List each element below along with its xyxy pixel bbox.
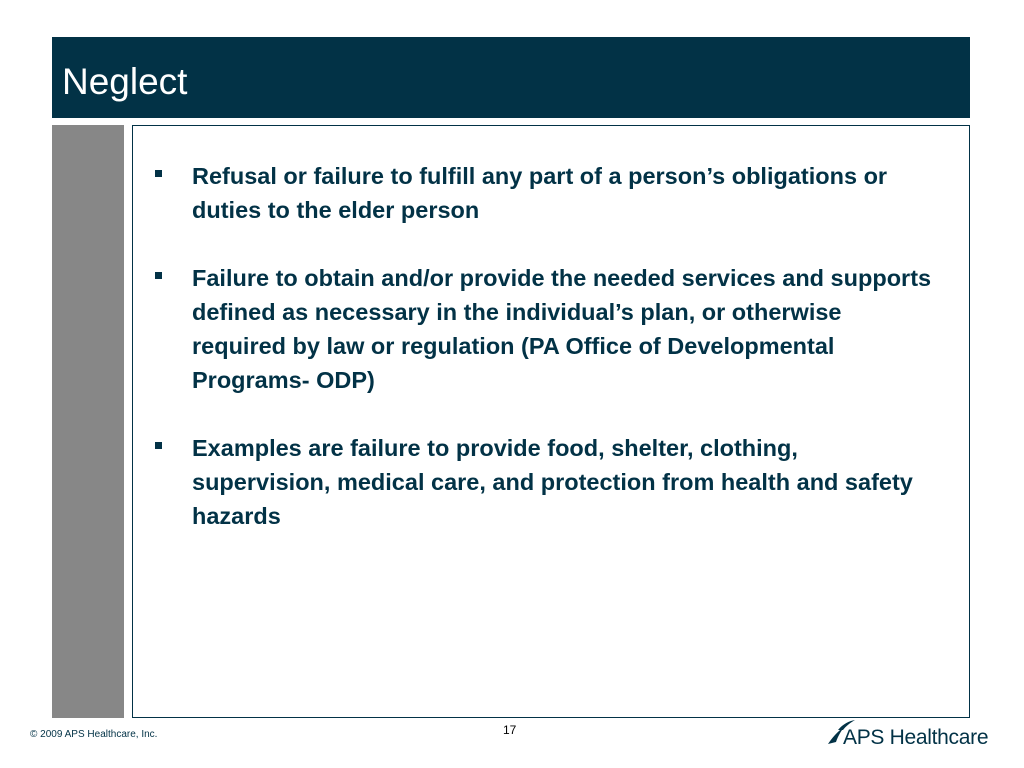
- page-number: 17: [503, 723, 517, 737]
- square-bullet-icon: [155, 442, 162, 449]
- logo-wordmark: APS Healthcare: [843, 726, 989, 749]
- bullet-list: [133, 159, 933, 567]
- bullet-text: Refusal or failure to fulfill any part of a person’s obligations or duties to the elder person: [192, 163, 888, 223]
- bullet-item: [133, 261, 933, 397]
- slide-title: Neglect: [62, 61, 188, 102]
- company-logo: [826, 718, 989, 752]
- square-bullet-icon: [155, 272, 162, 279]
- copyright-notice: © 2009 APS Healthcare, Inc.: [30, 729, 158, 740]
- title-bar: [52, 37, 970, 118]
- bullet-item: [133, 431, 933, 533]
- bullet-text: Examples are failure to provide food, shelter, clothing, supervision, medical care, and protection from health and safety hazards: [192, 435, 913, 529]
- square-bullet-icon: [155, 170, 162, 177]
- bullet-text: Failure to obtain and/or provide the needed services and supports defined as necessary in the individual’s plan, or otherwise required by law or regulation (PA Office of Developmental Programs- ODP): [192, 265, 932, 393]
- content-panel: [132, 125, 970, 718]
- side-accent-bar: [52, 125, 124, 718]
- bullet-item: [133, 159, 933, 227]
